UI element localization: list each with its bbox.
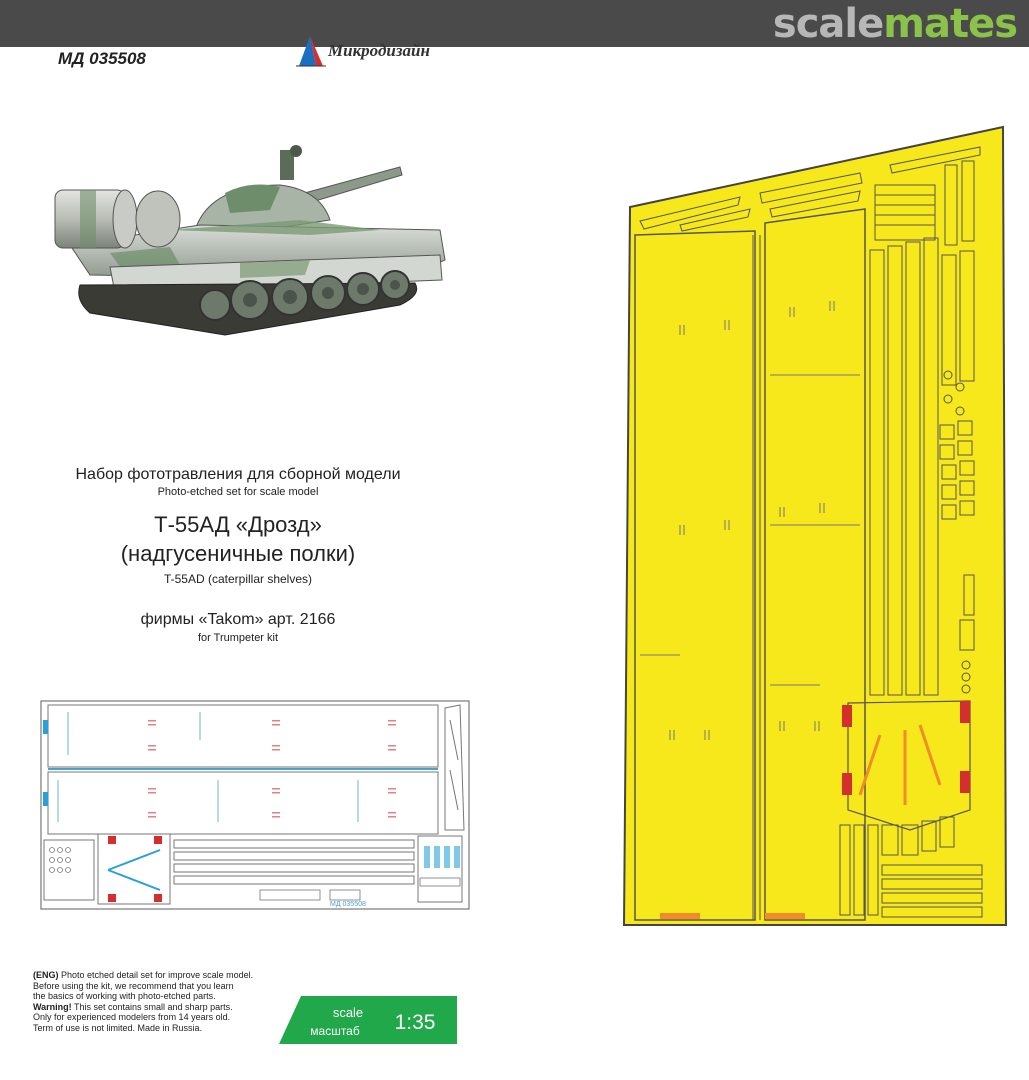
scale-label-en: scale: [332, 1005, 364, 1020]
scale-label-ru: масштаб: [310, 1024, 360, 1038]
brand-part2: mates: [883, 1, 1017, 47]
kit-ru: фирмы «Takom» арт. 2166: [140, 611, 336, 628]
warning-line1: Photo etched detail set for improve scale model.: [58, 970, 254, 980]
subtitle-ru: Набор фототравления для сборной модели: [75, 466, 401, 483]
brand-part1: scale: [772, 1, 884, 47]
maker-logo-icon: [296, 34, 326, 68]
warning-line2: Before using the kit, we recommend that you learn: [33, 980, 234, 991]
title-en: T-55AD (caterpillar shelves): [163, 572, 313, 586]
scalemates-logo[interactable]: [773, 2, 1017, 46]
warning-line5: Only for experienced modelers from 14 years old.: [33, 1012, 231, 1023]
title-ru-line1: Т-55АД «Дрозд»: [154, 512, 322, 537]
maker-name: Микродизайн: [328, 41, 430, 60]
tank-photo: [50, 135, 450, 345]
warning-line3: the basics of working with photo-etched parts.: [33, 991, 216, 1002]
subtitle-en: Photo-etched set for scale model: [157, 486, 319, 498]
warning-tag: Warning!: [33, 1001, 72, 1012]
fret-code-label: МД 035508: [330, 901, 366, 908]
kit-en: for Trumpeter kit: [197, 632, 279, 644]
warning-line6: Term of use is not limited. Made in Russia.: [33, 1022, 203, 1033]
title-ru-line2: (надгусеничные полки): [120, 541, 356, 566]
fret-overview-drawing: [40, 700, 470, 910]
warning-line4: This set contains small and sharp parts.: [71, 1001, 233, 1012]
warning-text: [33, 970, 313, 1034]
top-bar: [0, 0, 1029, 47]
product-code: МД 035508: [58, 49, 146, 68]
brass-fret-image: [620, 125, 1010, 930]
scale-value: 1:35: [394, 1011, 436, 1034]
warning-tag-eng: (ENG): [33, 970, 59, 980]
